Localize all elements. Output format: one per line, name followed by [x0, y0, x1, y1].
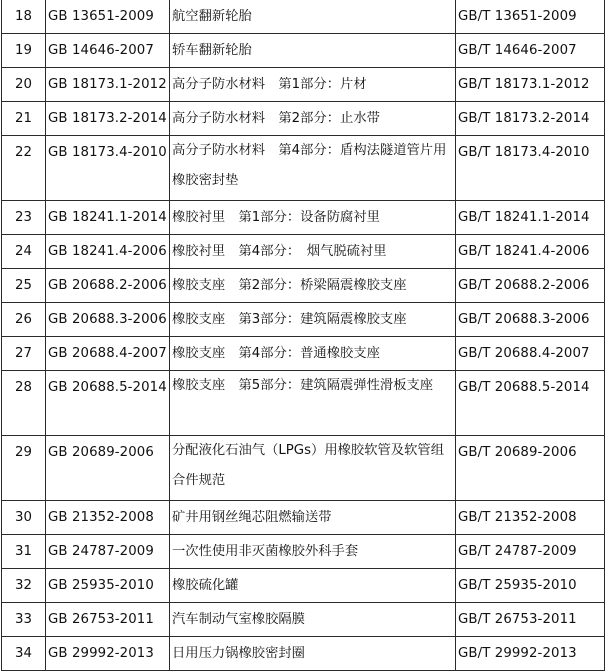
- standard-title: 高分子防水材料 第2部分：止水带: [170, 102, 456, 136]
- table-row: [2, 603, 605, 637]
- recommended-standard-code: GB/T 21352-2008: [456, 501, 605, 535]
- row-number: 32: [2, 569, 46, 603]
- table-row: [2, 501, 605, 535]
- mandatory-standard-code: GB 24787-2009: [46, 535, 170, 569]
- row-number: 31: [2, 535, 46, 569]
- recommended-standard-code: GB/T 20688.3-2006: [456, 303, 605, 337]
- mandatory-standard-code: GB 18241.1-2014: [46, 201, 170, 235]
- table-row: [2, 0, 605, 34]
- recommended-standard-code: GB/T 29992-2013: [456, 637, 605, 671]
- row-number: 34: [2, 637, 46, 671]
- table-row: [2, 34, 605, 68]
- standard-title: 橡胶支座 第4部分：普通橡胶支座: [170, 337, 456, 371]
- table-row: [2, 303, 605, 337]
- recommended-standard-code: GB/T 20688.4-2007: [456, 337, 605, 371]
- mandatory-standard-code: GB 18173.1-2012: [46, 68, 170, 102]
- recommended-standard-code: GB/T 20689-2006: [456, 436, 605, 501]
- standard-title: 日用压力锅橡胶密封圈: [170, 637, 456, 671]
- table-row: [2, 371, 605, 436]
- standard-title: 高分子防水材料 第4部分：盾构法隧道管片用橡胶密封垫: [170, 136, 456, 201]
- table-row: [2, 337, 605, 371]
- table-row: [2, 637, 605, 671]
- mandatory-standard-code: GB 21352-2008: [46, 501, 170, 535]
- table-row: [2, 569, 605, 603]
- standard-title: 橡胶衬里 第1部分：设备防腐衬里: [170, 201, 456, 235]
- standard-title: 橡胶支座 第3部分：建筑隔震橡胶支座: [170, 303, 456, 337]
- standard-title: 一次性使用非灭菌橡胶外科手套: [170, 535, 456, 569]
- standard-title: 轿车翻新轮胎: [170, 34, 456, 68]
- row-number: 27: [2, 337, 46, 371]
- row-number: 19: [2, 34, 46, 68]
- recommended-standard-code: GB/T 18173.2-2014: [456, 102, 605, 136]
- mandatory-standard-code: GB 25935-2010: [46, 569, 170, 603]
- standard-title: 橡胶支座 第2部分：桥梁隔震橡胶支座: [170, 269, 456, 303]
- standard-title: 航空翻新轮胎: [170, 0, 456, 34]
- recommended-standard-code: GB/T 14646-2007: [456, 34, 605, 68]
- row-number: 24: [2, 235, 46, 269]
- recommended-standard-code: GB/T 18173.1-2012: [456, 68, 605, 102]
- standard-title: 分配液化石油气（LPGs）用橡胶软管及软管组合件规范: [170, 436, 456, 501]
- standard-title: 橡胶衬里 第4部分： 烟气脱硫衬里: [170, 235, 456, 269]
- table-row: [2, 68, 605, 102]
- mandatory-standard-code: GB 20688.5-2014: [46, 371, 170, 436]
- standards-table-body: [2, 0, 605, 671]
- recommended-standard-code: GB/T 25935-2010: [456, 569, 605, 603]
- recommended-standard-code: GB/T 24787-2009: [456, 535, 605, 569]
- table-row: [2, 535, 605, 569]
- row-number: 18: [2, 0, 46, 34]
- recommended-standard-code: GB/T 26753-2011: [456, 603, 605, 637]
- table-row: [2, 269, 605, 303]
- table-row: [2, 136, 605, 201]
- row-number: 33: [2, 603, 46, 637]
- table-row: [2, 436, 605, 501]
- row-number: 29: [2, 436, 46, 501]
- row-number: 22: [2, 136, 46, 201]
- recommended-standard-code: GB/T 13651-2009: [456, 0, 605, 34]
- table-row: [2, 201, 605, 235]
- mandatory-standard-code: GB 20689-2006: [46, 436, 170, 501]
- mandatory-standard-code: GB 14646-2007: [46, 34, 170, 68]
- mandatory-standard-code: GB 29992-2013: [46, 637, 170, 671]
- mandatory-standard-code: GB 20688.2-2006: [46, 269, 170, 303]
- standard-title: 橡胶支座 第5部分：建筑隔震弹性滑板支座: [170, 371, 456, 436]
- row-number: 26: [2, 303, 46, 337]
- mandatory-standard-code: GB 18173.4-2010: [46, 136, 170, 201]
- row-number: 23: [2, 201, 46, 235]
- recommended-standard-code: GB/T 18241.1-2014: [456, 201, 605, 235]
- mandatory-standard-code: GB 20688.4-2007: [46, 337, 170, 371]
- mandatory-standard-code: GB 13651-2009: [46, 0, 170, 34]
- row-number: 21: [2, 102, 46, 136]
- standard-title: 矿井用钢丝绳芯阻燃输送带: [170, 501, 456, 535]
- standard-title: 高分子防水材料 第1部分：片材: [170, 68, 456, 102]
- recommended-standard-code: GB/T 20688.2-2006: [456, 269, 605, 303]
- table-row: [2, 102, 605, 136]
- row-number: 30: [2, 501, 46, 535]
- row-number: 28: [2, 371, 46, 436]
- row-number: 20: [2, 68, 46, 102]
- table-row: [2, 235, 605, 269]
- mandatory-standard-code: GB 20688.3-2006: [46, 303, 170, 337]
- mandatory-standard-code: GB 18241.4-2006: [46, 235, 170, 269]
- standard-title: 汽车制动气室橡胶隔膜: [170, 603, 456, 637]
- mandatory-standard-code: GB 26753-2011: [46, 603, 170, 637]
- recommended-standard-code: GB/T 18173.4-2010: [456, 136, 605, 201]
- standard-title: 橡胶硫化罐: [170, 569, 456, 603]
- mandatory-standard-code: GB 18173.2-2014: [46, 102, 170, 136]
- row-number: 25: [2, 269, 46, 303]
- recommended-standard-code: GB/T 20688.5-2014: [456, 371, 605, 436]
- standards-table: [1, 0, 605, 671]
- recommended-standard-code: GB/T 18241.4-2006: [456, 235, 605, 269]
